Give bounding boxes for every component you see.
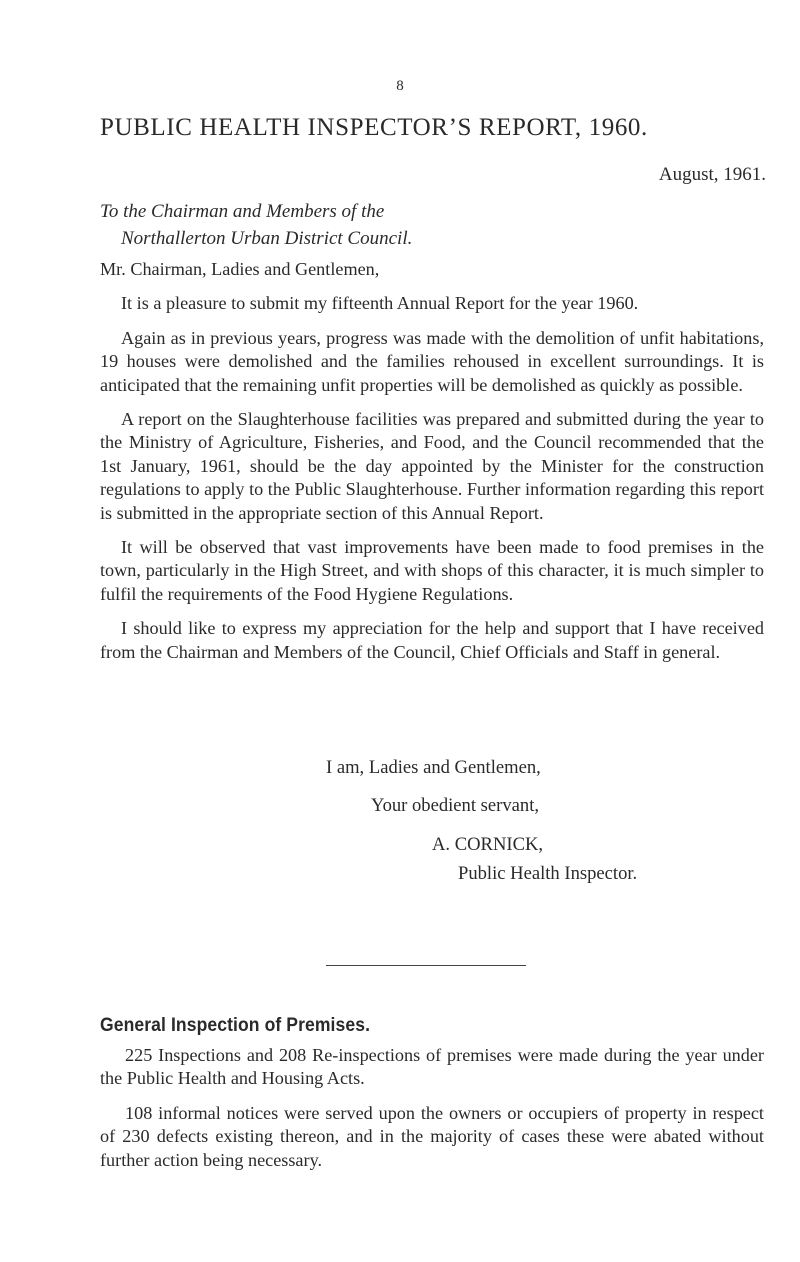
addressee-line-1: To the Chairman and Members of the xyxy=(100,201,385,222)
report-date: August, 1961. xyxy=(658,164,766,185)
letter-paragraph-3: A report on the Slaughterhouse facilities was prepared and submitted during the year to the Ministry of Agriculture, Fisheries, and Food, and the Council recommended that the 1st January, 1961, should be the day appointed by the Minister for the construction regulations to apply to the Public Slaughterhouse. Further information regarding this report is submitted in the appropriate section of this Annual Report. xyxy=(100,409,764,523)
signatory-name: A. CORNICK, xyxy=(432,834,544,855)
letter-paragraph-4: It will be observed that vast improvements have been made to food premises in the town, particularly in the High Street, and with shops of this character, it is much simpler to fulfil the requirements of the Food Hygiene Regulations. xyxy=(100,537,764,604)
section-body xyxy=(100,1044,764,1172)
addressee-block xyxy=(100,198,412,252)
letter-body xyxy=(100,258,764,664)
section-heading: General Inspection of Premises. xyxy=(100,1014,371,1036)
page-number: 8 xyxy=(396,78,404,94)
closing-line: I am, Ladies and Gentlemen, xyxy=(326,757,541,778)
section-paragraph-1: 225 Inspections and 208 Re-inspections of premises were made during the year under the Public Health and Housing Acts. xyxy=(100,1045,764,1089)
letter-paragraph-2: Again as in previous years, progress was made with the demolition of unfit habitations, 19 houses were demolished and the families rehoused in excellent surroundings. It is anticipated that the remaining unfit properties will be demolished as quickly as possible. xyxy=(100,327,764,395)
addressee-line-2: Northallerton Urban District Council. xyxy=(121,228,413,249)
section-paragraph-2: 108 informal notices were served upon the owners or occupiers of property in respect of 230 defects existing thereon, and in the majority of cases these were abated without further action being necessary. xyxy=(100,1102,764,1170)
letter-paragraph-5: I should like to express my appreciation for the help and support that I have received from the Chairman and Members of the Council, Chief Officials and Staff in general. xyxy=(100,618,764,662)
letter-paragraph-1: It is a pleasure to submit my fifteenth Annual Report for the year 1960. xyxy=(121,293,639,314)
section-divider xyxy=(326,965,526,966)
valediction: Your obedient servant, xyxy=(371,795,540,816)
report-title: PUBLIC HEALTH INSPECTOR’S REPORT, 1960. xyxy=(100,114,648,141)
salutation: Mr. Chairman, Ladies and Gentlemen, xyxy=(100,259,380,279)
signatory-title: Public Health Inspector. xyxy=(458,863,638,884)
